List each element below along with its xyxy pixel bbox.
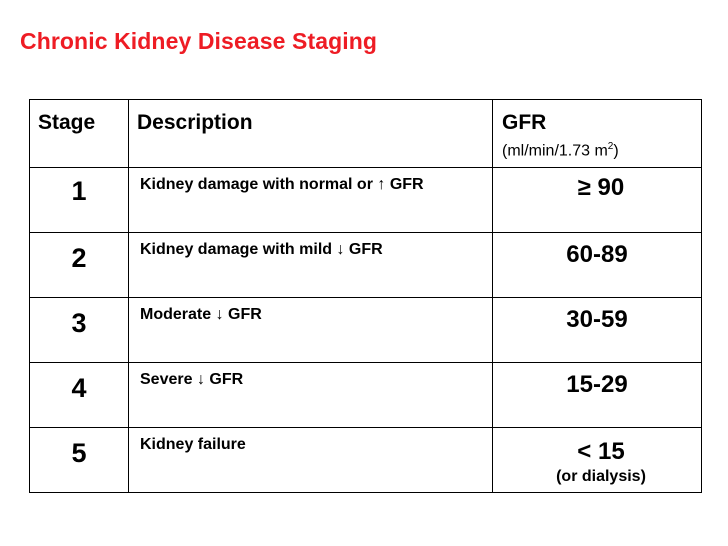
header-stage: Stage bbox=[30, 100, 129, 168]
gfr-cell: 30-59 bbox=[493, 298, 702, 363]
gfr-unit-prefix: (ml/min/1.73 m bbox=[502, 142, 608, 160]
stage-cell: 4 bbox=[30, 363, 129, 428]
gfr-note: (or dialysis) bbox=[556, 468, 646, 485]
gfr-cell: ≥ 90 bbox=[493, 168, 702, 233]
stage-cell: 2 bbox=[30, 233, 129, 298]
table-row bbox=[30, 363, 702, 428]
header-gfr bbox=[493, 100, 702, 168]
gfr-unit-suffix: ) bbox=[613, 142, 619, 160]
table-header-row bbox=[30, 100, 702, 168]
gfr-unit-superscript: 2 bbox=[607, 141, 614, 152]
gfr-cell: 15-29 bbox=[493, 363, 702, 428]
table-row bbox=[30, 233, 702, 298]
description-cell: Kidney failure bbox=[129, 428, 493, 493]
header-description: Description bbox=[129, 100, 493, 168]
ckd-staging-table bbox=[29, 99, 702, 493]
gfr-cell bbox=[493, 428, 702, 493]
table-row bbox=[30, 168, 702, 233]
description-cell: Kidney damage with mild ↓ GFR bbox=[129, 233, 493, 298]
stage-cell: 1 bbox=[30, 168, 129, 233]
gfr-value: < 15 bbox=[577, 438, 625, 465]
table-row bbox=[30, 298, 702, 363]
description-cell: Kidney damage with normal or ↑ GFR bbox=[129, 168, 493, 233]
description-cell: Moderate ↓ GFR bbox=[129, 298, 493, 363]
stage-cell: 5 bbox=[30, 428, 129, 493]
stage-cell: 3 bbox=[30, 298, 129, 363]
header-gfr-label: GFR bbox=[502, 111, 547, 134]
description-cell: Severe ↓ GFR bbox=[129, 363, 493, 428]
header-gfr-unit bbox=[502, 141, 695, 160]
slide-title: Chronic Kidney Disease Staging bbox=[20, 28, 378, 54]
gfr-cell: 60-89 bbox=[493, 233, 702, 298]
table-row bbox=[30, 428, 702, 493]
